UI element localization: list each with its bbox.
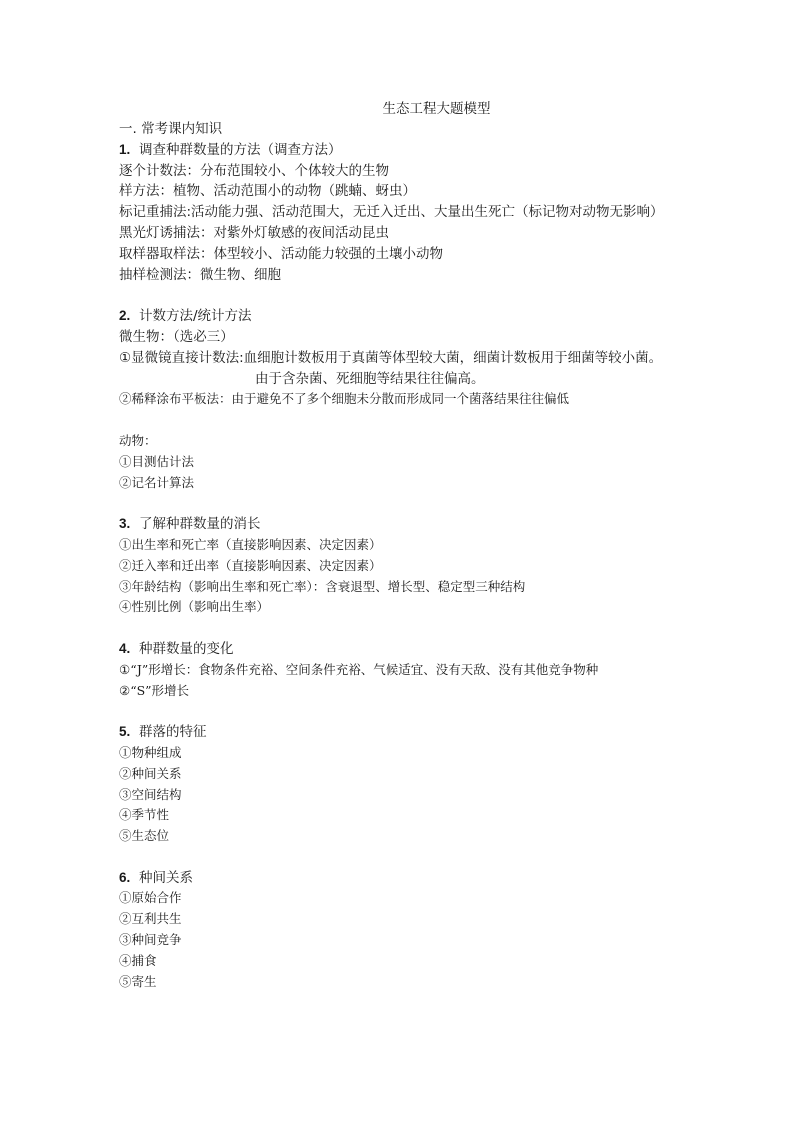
heading-6	[119, 868, 734, 889]
animal-label: 动物：	[119, 432, 157, 448]
spacer	[119, 410, 734, 431]
section-heading: 一. 常考课内知识	[119, 121, 223, 137]
list-item: ③空间结构	[119, 786, 182, 802]
heading-text: 种群数量的变化	[139, 640, 234, 657]
heading-5	[119, 722, 734, 743]
heading-number: 2.	[119, 308, 131, 324]
list-item: ②互利共生	[119, 911, 182, 927]
list-item: ②记名计算法	[119, 474, 195, 490]
list-item: ④捕食	[119, 952, 157, 968]
heading-number: 6.	[119, 869, 131, 885]
spacer	[119, 493, 734, 514]
list-item: ①“J”形增长：食物条件充裕、空间条件充裕、气候适宜、没有天敌、没有其他竞争物种	[119, 661, 599, 677]
spacer	[119, 285, 734, 306]
list-item: ④性别比例（影响出生率）	[119, 599, 270, 615]
heading-1	[119, 140, 734, 161]
heading-number: 3.	[119, 516, 131, 532]
page-title: 生态工程大题模型	[382, 101, 491, 117]
heading-4	[119, 639, 734, 660]
list-item: 标记重捕法:活动能力强、活动范围大，无迁入迁出、大量出生死亡（标记物对动物无影响）	[119, 204, 664, 221]
list-item: 抽样检测法：微生物、细胞	[119, 266, 281, 283]
heading-text: 群落的特征	[139, 724, 207, 741]
list-item: ③年龄结构（影响出生率和死亡率）：含衰退型、增长型、稳定型三种结构	[119, 578, 526, 594]
list-item: ③种间竞争	[119, 932, 182, 948]
heading-text: 了解种群数量的消长	[139, 516, 261, 533]
list-item: ①目测估计法	[119, 453, 195, 469]
list-item: ②迁入率和迁出率（直接影响因素、决定因素）	[119, 557, 382, 573]
list-item: 逐个计数法：分布范围较小、个体较大的生物	[119, 162, 389, 179]
list-item: ②种间关系	[119, 765, 182, 781]
list-item: 样方法：植物、活动范围小的动物（跳蝻、蚜虫）	[119, 183, 416, 200]
list-item: ①物种组成	[119, 744, 182, 760]
list-item: 黑光灯诱捕法：对紫外灯敏感的夜间活动昆虫	[119, 224, 389, 241]
spacer	[119, 847, 734, 868]
list-item: ④季节性	[119, 807, 170, 823]
heading-number: 4.	[119, 640, 131, 656]
heading-text: 调查种群数量的方法（调查方法）	[139, 141, 342, 158]
list-item-continuation: 由于含杂菌、死细胞等结果往往偏高。	[255, 370, 485, 387]
heading-number: 1.	[119, 141, 131, 157]
list-item: ①原始合作	[119, 890, 182, 906]
heading-text: 计数方法/统计方法	[139, 308, 252, 325]
heading-number: 5.	[119, 724, 131, 740]
microbe-label: 微生物：（选必三）	[119, 328, 234, 345]
list-item: 取样器取样法：体型较小、活动能力较强的土壤小动物	[119, 245, 443, 262]
heading-2	[119, 306, 734, 327]
list-item: ⑤生态位	[119, 828, 170, 844]
list-item: ①显微镜直接计数法:血细胞计数板用于真菌等体型较大菌，细菌计数板用于细菌等较小菌。	[119, 349, 663, 366]
heading-3	[119, 514, 734, 535]
list-item: ②稀释涂布平板法：由于避免不了多个细胞未分散而形成同一个菌落结果往往偏低	[119, 391, 570, 407]
list-item: ⑤寄生	[119, 973, 157, 989]
spacer	[119, 618, 734, 639]
spacer	[119, 701, 734, 722]
heading-text: 种间关系	[139, 869, 193, 886]
list-item: ①出生率和死亡率（直接影响因素、决定因素）	[119, 536, 382, 552]
list-item: ②“S”形增长	[119, 682, 190, 698]
